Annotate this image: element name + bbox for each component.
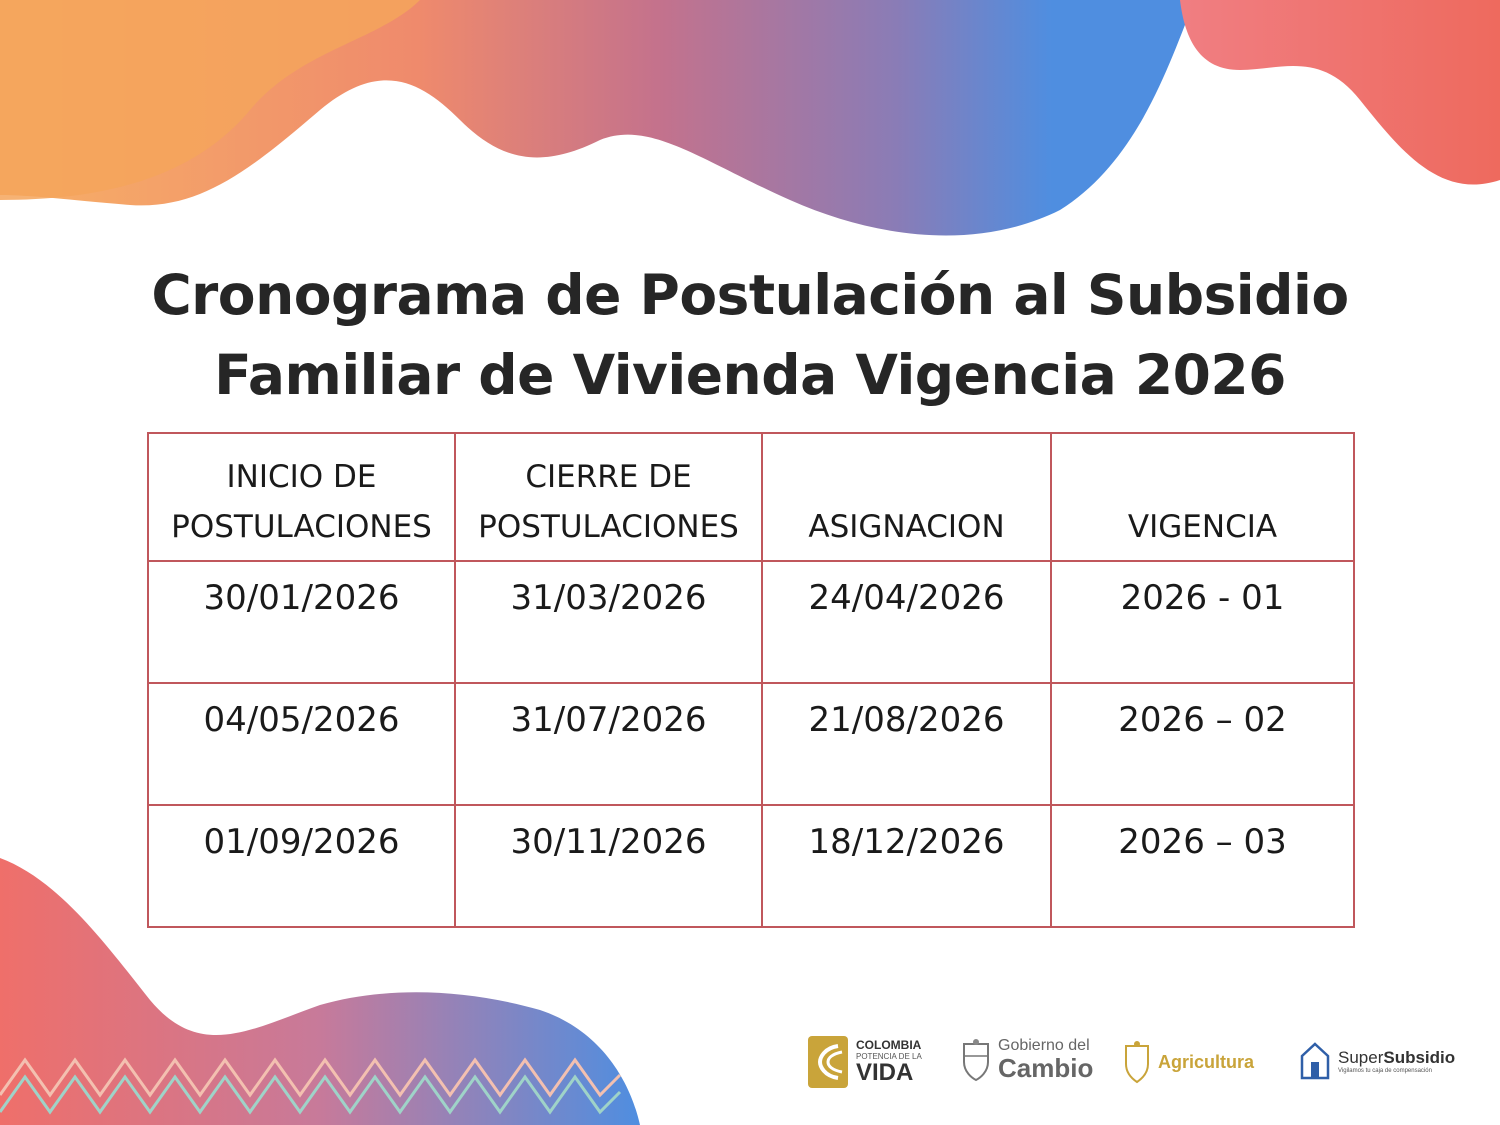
coat-of-arms-icon [960, 1038, 992, 1082]
table-row [148, 683, 1354, 805]
gobierno-del-cambio-logo: Gobierno del Cambio [960, 1038, 1093, 1082]
table-row [148, 805, 1354, 927]
page-title [0, 255, 1500, 415]
cell-cierre: 31/07/2026 [455, 683, 762, 805]
footer-logos [800, 1030, 1456, 1100]
house-icon [1300, 1042, 1330, 1082]
header-cierre: CIERRE DE POSTULACIONES [455, 433, 762, 561]
agricultura-logo: Agricultura [1122, 1040, 1254, 1084]
title-line-1: Cronograma de Postulación al Subsidio [151, 263, 1349, 327]
cell-vigencia: 2026 – 02 [1051, 683, 1354, 805]
cell-vigencia: 2026 – 03 [1051, 805, 1354, 927]
colombia-potencia-vida-logo: COLOMBIA POTENCIA DE LA VIDA [808, 1036, 922, 1088]
cell-cierre: 31/03/2026 [455, 561, 762, 683]
cell-vigencia: 2026 - 01 [1051, 561, 1354, 683]
colombia-c-icon [808, 1036, 848, 1088]
top-right-shape [1180, 0, 1500, 185]
header-vigencia: VIGENCIA [1051, 433, 1354, 561]
header-asignacion: ASIGNACION [762, 433, 1051, 561]
cell-cierre: 30/11/2026 [455, 805, 762, 927]
table-header-row [148, 433, 1354, 561]
table-row [148, 561, 1354, 683]
cell-inicio: 30/01/2026 [148, 561, 455, 683]
header-inicio: INICIO DE POSTULACIONES [148, 433, 455, 561]
schedule-table [147, 432, 1355, 928]
cell-asignacion: 24/04/2026 [762, 561, 1051, 683]
cell-asignacion: 21/08/2026 [762, 683, 1051, 805]
title-line-2: Familiar de Vivienda Vigencia 2026 [214, 343, 1286, 407]
cell-inicio: 01/09/2026 [148, 805, 455, 927]
supersubsidio-logo: SuperSubsidio Vigilamos tu caja de compensación [1300, 1042, 1455, 1082]
agricultura-shield-icon [1122, 1040, 1152, 1084]
cell-inicio: 04/05/2026 [148, 683, 455, 805]
cell-asignacion: 18/12/2026 [762, 805, 1051, 927]
